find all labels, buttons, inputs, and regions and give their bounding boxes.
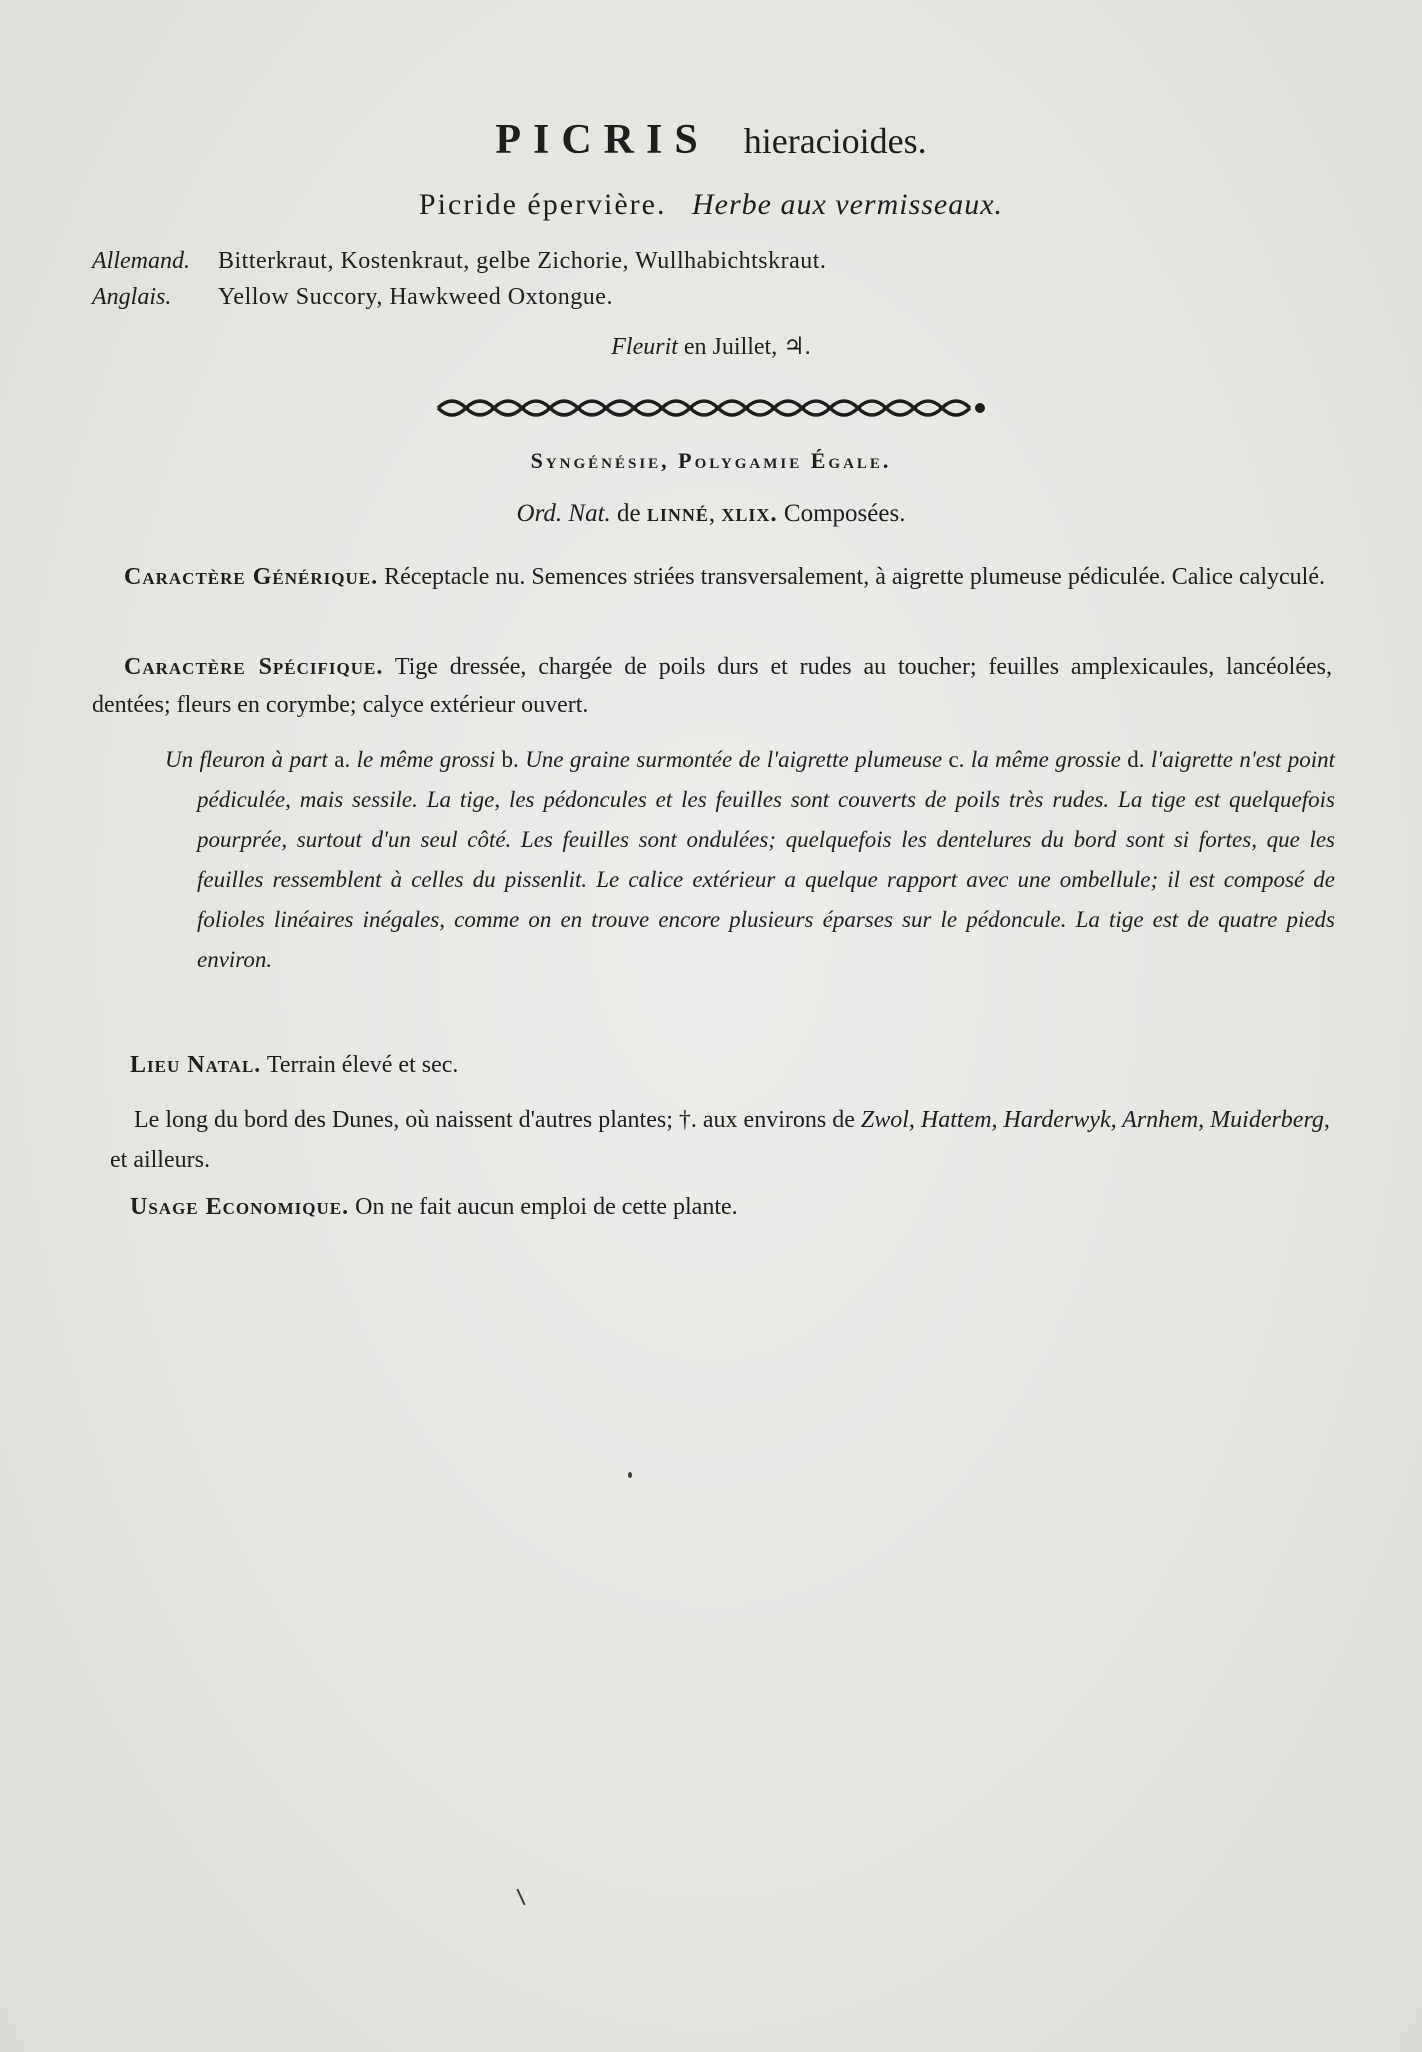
paper-speck <box>516 1888 525 1905</box>
language-label: Anglais. <box>92 284 172 310</box>
linnaean-system: Syngénésie, Polygamie Égale. <box>530 448 892 473</box>
flowering-label: Fleurit <box>611 334 678 360</box>
figure-letter: a. <box>334 747 351 772</box>
order-number: xlix. <box>721 500 778 527</box>
locations-text: Le long du bord des Dunes, où naissent d'autres plantes; †. aux environs de <box>134 1107 855 1133</box>
figure-letter: d. <box>1127 747 1145 772</box>
page-title <box>0 116 1422 164</box>
species-name: hieracioides. <box>743 121 927 161</box>
desc-text: le même grossi <box>356 747 496 772</box>
name-list: Bitterkraut, Kostenkraut, gelbe Zichorie, Wullhabichtskraut. <box>218 248 827 274</box>
description-paragraph <box>165 740 1335 980</box>
habitat-line <box>130 1052 458 1079</box>
ornament-divider <box>432 388 990 428</box>
place-names: Zwol, Hattem, Harderwyk, Arnhem, Muiderberg, <box>860 1107 1330 1133</box>
habitat-text: Terrain élevé et sec. <box>266 1052 459 1078</box>
language-label: Allemand. <box>92 248 190 274</box>
order-abbreviation: Ord. Nat. <box>516 500 611 527</box>
vernacular-name: Herbe aux vermisseaux. <box>691 188 1004 221</box>
figure-letter: c. <box>948 747 965 772</box>
section-label: Caractère Spécifique. <box>124 654 384 680</box>
order-author: linné <box>646 500 709 527</box>
habitat-locations <box>110 1100 1330 1180</box>
order-family: Composées. <box>783 500 906 527</box>
order-de: de <box>617 500 641 527</box>
locations-end: et ailleurs. <box>110 1147 210 1173</box>
section-label: Caractère Générique. <box>124 564 379 590</box>
section-label: Usage Economique. <box>130 1194 350 1220</box>
economic-use <box>130 1194 738 1221</box>
flowering-text: en Juillet, ♃. <box>683 334 811 360</box>
natural-order: Ord. Nat. de linné, xlix. Composées. <box>516 500 906 527</box>
desc-text: l'aigrette n'est point pédiculée, mais sessile. La tige, les pédoncules et les feuilles sont couverts de poils très rudes. La tige est quelquefois pourprée, surtout d'un seul côté. Les feuilles sont ondulées; quelquefois les dentelures du bord sont si fortes, que les feuilles ressemblent à celles du pissenlit. Le calice extérieur a quelque rapport avec une ombellule; il est composé de folioles linéaires inégales, comme on en trouve encore plusieurs éparses sur le pédoncule. La tige est de quatre pieds environ. <box>197 747 1336 972</box>
german-names <box>92 248 826 275</box>
name-list: Yellow Succory, Hawkweed Oxtongue. <box>218 284 613 310</box>
section-text: Tige dressée, chargée de poils durs et rudes au toucher; feuilles amplexicaules, lancéolées, dentées; fleurs en corymbe; calyce extérieur ouvert. <box>92 654 1332 718</box>
usage-text: On ne fait aucun emploi de cette plante. <box>355 1194 738 1220</box>
specific-character <box>92 648 1332 724</box>
desc-text: la même grossie <box>970 747 1121 772</box>
flowering-time <box>0 332 1422 361</box>
desc-text: Un fleuron à part <box>165 747 328 772</box>
section-text: Réceptacle nu. Semences striées transversalement, à aigrette plumeuse pédiculée. Calice calyculé. <box>384 564 1326 590</box>
french-name: Picride épervière. <box>418 188 667 221</box>
common-names <box>0 188 1422 222</box>
generic-character <box>92 558 1332 596</box>
paper-speck <box>628 1472 632 1478</box>
section-label: Lieu Natal. <box>130 1052 262 1078</box>
desc-text: Une graine surmontée de l'aigrette plumeuse <box>525 747 943 772</box>
figure-letter: b. <box>501 747 519 772</box>
english-names <box>92 284 613 311</box>
genus-name: PICRIS <box>495 117 710 163</box>
